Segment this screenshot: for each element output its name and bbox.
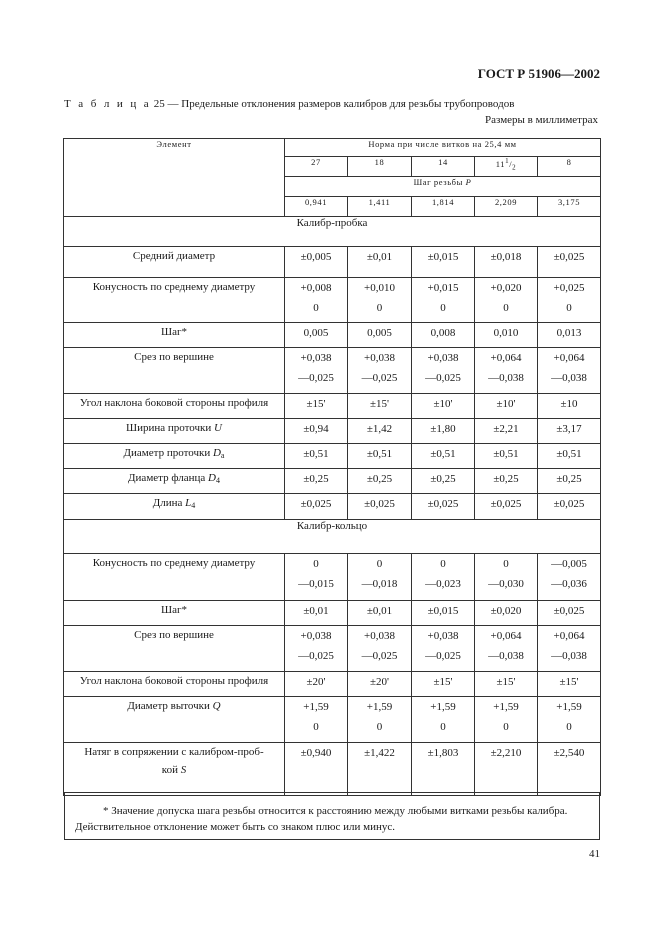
row-label-symbol-subscript: a: [220, 451, 225, 460]
row-label: [64, 444, 285, 469]
value-cell: [348, 323, 412, 348]
turns-cell: 18: [348, 157, 412, 177]
value-cell: [348, 554, 412, 601]
section-title: Калибр-пробка: [64, 217, 601, 247]
value-cell: [348, 419, 412, 444]
value-text: ±3,17: [556, 423, 582, 435]
value-text: ±0,25: [556, 473, 582, 485]
row-label: [64, 626, 285, 672]
value-text: 0: [503, 302, 509, 314]
row-label-text: Диаметр фланца: [128, 472, 206, 484]
value-cell: [285, 697, 348, 743]
value-cell: [285, 494, 348, 520]
value-text: —0,038: [488, 372, 524, 384]
pitch-header-label: Шаг резьбы: [413, 177, 463, 187]
value-cell: [538, 697, 601, 743]
value-text: —0,005: [551, 558, 587, 570]
table-row: [64, 444, 601, 469]
value-text: 0: [313, 302, 319, 314]
value-text: ±1,80: [430, 423, 456, 435]
row-label: [64, 697, 285, 743]
value-text: ±0,51: [556, 448, 582, 460]
value-text: ±0,025: [553, 498, 585, 510]
value-text: ±0,015: [427, 605, 459, 617]
value-text: +0,038: [364, 630, 395, 642]
table-row: [64, 672, 601, 697]
value-cell: [412, 323, 475, 348]
turns-cell: 8: [538, 157, 601, 177]
value-text: ±0,01: [303, 605, 329, 617]
table-caption-text: — Предельные отклонения размеров калибров для резьбы трубопроводов: [167, 98, 515, 110]
value-text: ±0,025: [553, 605, 585, 617]
turns-whole: 11: [495, 158, 506, 169]
pitch-cell: 2,209: [475, 197, 538, 217]
value-cell: [475, 394, 538, 419]
value-text: ±0,940: [300, 747, 332, 759]
value-text: +0,025: [553, 282, 585, 294]
value-text: ±0,025: [300, 498, 332, 510]
value-text: ±15': [433, 676, 453, 688]
value-text: ±0,51: [303, 448, 329, 460]
row-label-text: Срез по вершине: [134, 351, 214, 363]
table-row: [64, 247, 601, 278]
value-text: ±0,25: [303, 473, 329, 485]
value-cell: [412, 697, 475, 743]
value-cell: [538, 348, 601, 394]
table-row: [64, 419, 601, 444]
value-text: ±0,025: [427, 498, 459, 510]
value-cell: [348, 672, 412, 697]
row-label-text: Конусность по среднему диаметру: [92, 557, 256, 569]
value-text: —0,025: [425, 372, 461, 384]
pitch-symbol: P: [465, 177, 472, 187]
value-text: 0: [313, 721, 319, 733]
value-cell: [285, 278, 348, 323]
pitch-cell: 3,175: [538, 197, 601, 217]
row-label-symbol: S: [180, 764, 187, 776]
table-row: [64, 278, 601, 323]
value-text: +0,015: [427, 282, 459, 294]
value-cell: [285, 444, 348, 469]
row-label: [64, 494, 285, 520]
value-cell: [348, 697, 412, 743]
value-cell: [538, 419, 601, 444]
value-text: ±0,51: [430, 448, 456, 460]
table-row: [64, 626, 601, 672]
value-text: ±10: [560, 398, 578, 410]
value-text: +0,020: [490, 282, 522, 294]
value-cell: [348, 494, 412, 520]
row-label: [64, 601, 285, 626]
value-cell: [475, 247, 538, 278]
value-text: ±0,94: [303, 423, 329, 435]
units-note: Размеры в миллиметрах: [485, 114, 598, 126]
value-cell: [348, 247, 412, 278]
value-cell: [475, 469, 538, 494]
row-label-symbol: U: [214, 422, 222, 434]
value-cell: [538, 323, 601, 348]
value-text: ±15': [559, 676, 579, 688]
value-text: ±20': [306, 676, 326, 688]
turns-cell: $11^1/_2$: [475, 157, 538, 177]
value-text: ±15': [306, 398, 326, 410]
value-text: —0,038: [488, 650, 524, 662]
value-cell: [348, 444, 412, 469]
table-caption: [64, 98, 604, 110]
value-text: 0,008: [430, 327, 456, 339]
row-label-text: Длина: [152, 497, 183, 509]
value-cell: [285, 394, 348, 419]
value-cell: [285, 601, 348, 626]
value-text: +1,59: [366, 701, 393, 713]
value-text: —0,038: [551, 650, 587, 662]
value-cell: [475, 323, 538, 348]
value-text: ±1,422: [364, 747, 395, 759]
value-cell: [538, 672, 601, 697]
value-text: ±2,21: [493, 423, 519, 435]
section-row: [64, 520, 601, 554]
row-label-text: Диаметр проточки: [123, 447, 211, 459]
value-text: 0: [313, 558, 319, 570]
table-row: [64, 494, 601, 520]
value-text: 0: [376, 302, 383, 314]
value-text: ±0,005: [300, 251, 332, 263]
value-text: ±1,803: [427, 747, 459, 759]
value-cell: [538, 444, 601, 469]
row-label-text: Срез по вершине: [134, 629, 214, 641]
value-cell: [285, 348, 348, 394]
value-text: ±10': [496, 398, 516, 410]
value-text: +0,010: [364, 282, 395, 294]
value-cell: [285, 469, 348, 494]
value-text: ±0,020: [490, 605, 522, 617]
row-label-symbol: D: [212, 447, 221, 459]
row-label: [64, 394, 285, 419]
value-text: —0,015: [298, 578, 334, 590]
row-label: [64, 247, 285, 278]
value-cell: [348, 469, 412, 494]
value-text: —0,025: [361, 650, 398, 662]
value-cell: [538, 743, 601, 796]
value-text: +0,064: [553, 352, 585, 364]
value-cell: [475, 743, 538, 796]
header-row-norm: [64, 139, 601, 157]
value-text: +1,59: [303, 701, 329, 713]
table-row: [64, 323, 601, 348]
value-text: 0,005: [303, 327, 329, 339]
table-row: [64, 601, 601, 626]
value-cell: [285, 419, 348, 444]
value-cell: [285, 743, 348, 796]
table-caption-number: 25: [153, 98, 165, 110]
value-text: 0: [440, 721, 446, 733]
page-number: 41: [589, 848, 600, 860]
row-label: [64, 323, 285, 348]
table-row: [64, 469, 601, 494]
value-cell: [348, 601, 412, 626]
turns-cell: 14: [412, 157, 475, 177]
row-label-symbol: D: [208, 472, 216, 484]
row-label-text: Диаметр выточки: [127, 700, 210, 712]
table-row: [64, 697, 601, 743]
value-text: 0: [376, 721, 383, 733]
value-text: —0,025: [298, 650, 334, 662]
value-cell: [412, 626, 475, 672]
value-text: ±1,42: [366, 423, 393, 435]
value-text: +0,064: [490, 630, 522, 642]
turns-cell: 27: [285, 157, 348, 177]
value-cell: [285, 247, 348, 278]
value-cell: [412, 743, 475, 796]
row-label: [64, 554, 285, 601]
value-cell: [538, 278, 601, 323]
row-label: [64, 469, 285, 494]
value-text: 0,005: [367, 327, 392, 339]
row-label-text: Угол наклона боковой стороны профиля: [79, 397, 269, 409]
value-text: +0,038: [364, 352, 395, 364]
value-cell: [348, 626, 412, 672]
row-label: [64, 348, 285, 394]
value-cell: [538, 247, 601, 278]
row-label-symbol: Q: [212, 700, 221, 712]
value-text: —0,018: [361, 578, 398, 590]
value-text: 0: [503, 558, 509, 570]
row-label-continuation: кой: [161, 764, 178, 776]
value-text: —0,036: [551, 578, 587, 590]
value-cell: [412, 469, 475, 494]
value-cell: [412, 554, 475, 601]
value-cell: [285, 672, 348, 697]
value-text: ±0,01: [366, 605, 393, 617]
table-row: [64, 554, 601, 601]
value-text: +1,59: [556, 701, 582, 713]
value-cell: [538, 626, 601, 672]
value-cell: [475, 348, 538, 394]
value-text: ±0,015: [427, 251, 459, 263]
value-text: ±0,51: [366, 448, 393, 460]
value-cell: [412, 672, 475, 697]
value-cell: [412, 419, 475, 444]
value-text: ±15': [496, 676, 516, 688]
footnote-line-1: * Значение допуска шага резьбы относится к расстоянию между любыми витками резьбы калибра.: [103, 805, 568, 817]
value-text: +1,59: [493, 701, 519, 713]
value-cell: [348, 278, 412, 323]
value-text: +0,064: [490, 352, 522, 364]
value-cell: [348, 743, 412, 796]
value-cell: [538, 601, 601, 626]
value-cell: [475, 554, 538, 601]
row-label: [64, 672, 285, 697]
value-text: —0,025: [425, 650, 461, 662]
table-row: [64, 743, 601, 796]
value-text: ±0,25: [430, 473, 456, 485]
value-cell: [348, 348, 412, 394]
value-cell: [475, 601, 538, 626]
table-body: [64, 139, 601, 796]
row-label-symbol-subscript: 4: [215, 476, 220, 485]
value-cell: [538, 469, 601, 494]
element-header: Элемент: [64, 139, 285, 217]
value-text: ±0,25: [366, 473, 393, 485]
row-label-text: Шаг*: [161, 604, 187, 616]
section-row: [64, 217, 601, 247]
value-text: 0: [376, 558, 383, 570]
norm-header: Норма при числе витков на 25,4 мм: [285, 139, 601, 157]
value-cell: [475, 419, 538, 444]
table-row: [64, 348, 601, 394]
row-label: [64, 278, 285, 323]
value-text: +1,59: [430, 701, 456, 713]
row-label: [64, 419, 285, 444]
row-label-symbol-subscript: 4: [191, 501, 196, 510]
value-text: +0,038: [427, 352, 459, 364]
value-cell: [285, 323, 348, 348]
value-cell: [475, 494, 538, 520]
value-text: ±0,025: [553, 251, 585, 263]
value-text: —0,038: [551, 372, 587, 384]
row-label-text: Средний диаметр: [132, 250, 216, 262]
value-cell: [412, 348, 475, 394]
row-label-text: Угол наклона боковой стороны профиля: [79, 675, 269, 687]
pitch-cell: 1,814: [412, 197, 475, 217]
value-text: ±10': [433, 398, 453, 410]
value-cell: [412, 601, 475, 626]
row-label-text: Шаг*: [161, 326, 187, 338]
value-text: 0: [440, 302, 446, 314]
value-text: ±0,025: [364, 498, 395, 510]
value-cell: [348, 394, 412, 419]
turns-fraction-denominator: 2: [512, 163, 517, 172]
value-text: ±0,018: [490, 251, 522, 263]
row-label-text: Натяг в сопряжении с калибром-проб-: [84, 746, 264, 758]
row-label-text: Ширина проточки: [126, 422, 212, 434]
row-label: [64, 743, 285, 796]
value-text: 0,013: [556, 327, 582, 339]
footnote: [64, 792, 600, 840]
value-text: ±0,025: [490, 498, 522, 510]
section-title: Калибр-кольцо: [64, 520, 601, 554]
table-caption-label: Т а б л и ц а: [64, 98, 152, 110]
value-text: 0,010: [493, 327, 519, 339]
value-cell: [412, 394, 475, 419]
pitch-cell: 1,411: [348, 197, 412, 217]
value-text: +0,008: [300, 282, 332, 294]
pitch-header: [285, 177, 601, 197]
row-label-symbol: L: [185, 497, 192, 509]
value-text: 0: [440, 558, 446, 570]
value-text: +0,038: [427, 630, 459, 642]
value-text: +0,038: [300, 630, 332, 642]
value-cell: [285, 626, 348, 672]
value-text: ±15': [369, 398, 390, 410]
value-cell: [475, 697, 538, 743]
value-text: ±0,25: [493, 473, 519, 485]
value-cell: [412, 247, 475, 278]
value-text: ±2,210: [490, 747, 522, 759]
value-cell: [412, 494, 475, 520]
value-text: —0,025: [298, 372, 334, 384]
value-text: —0,025: [361, 372, 398, 384]
value-cell: [475, 672, 538, 697]
value-text: —0,023: [425, 578, 461, 590]
value-cell: [538, 494, 601, 520]
value-text: 0: [566, 302, 572, 314]
value-text: ±20': [369, 676, 390, 688]
value-text: 0: [566, 721, 572, 733]
row-label-text: Конусность по среднему диаметру: [92, 281, 256, 293]
value-text: —0,030: [488, 578, 524, 590]
footnote-line-2: Действительное отклонение может быть со знаком плюс или минус.: [75, 821, 395, 833]
value-text: ±0,51: [493, 448, 519, 460]
pitch-cell: 0,941: [285, 197, 348, 217]
value-cell: [538, 394, 601, 419]
value-cell: [285, 554, 348, 601]
value-cell: [475, 278, 538, 323]
turns-fraction-numerator: 1: [505, 157, 510, 165]
table-row: [64, 394, 601, 419]
value-cell: [475, 626, 538, 672]
value-text: +0,038: [300, 352, 332, 364]
value-cell: [412, 278, 475, 323]
value-text: 0: [503, 721, 509, 733]
value-cell: [412, 444, 475, 469]
value-text: ±0,01: [366, 251, 393, 263]
value-text: ±2,540: [553, 747, 585, 759]
standard-designation: ГОСТ Р 51906—2002: [477, 66, 600, 81]
value-text: +0,064: [553, 630, 585, 642]
value-cell: [475, 444, 538, 469]
value-cell: [538, 554, 601, 601]
tolerance-table: [63, 138, 601, 796]
